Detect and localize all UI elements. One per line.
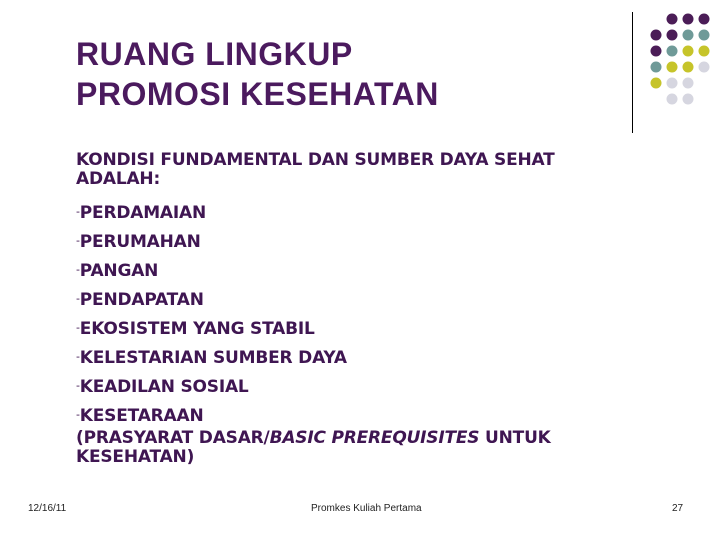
decorative-dot [683, 62, 694, 73]
note-italic: BASIC PREREQUISITES [269, 428, 480, 448]
bullet-marker: - [76, 350, 80, 363]
bullet-marker: - [76, 379, 80, 392]
decorative-dot [683, 78, 694, 89]
decorative-dot [667, 62, 678, 73]
decorative-dot [651, 62, 662, 73]
list-item [76, 284, 616, 313]
list-item [76, 371, 616, 400]
list-item-label: PERUMAHAN [79, 232, 201, 252]
decorative-dot [683, 94, 694, 105]
conditions-list [76, 197, 616, 429]
list-item [76, 342, 616, 371]
list-item-label: PERDAMAIAN [79, 203, 206, 223]
decorative-dot [699, 30, 710, 41]
vertical-divider [632, 12, 633, 133]
bullet-marker: - [76, 234, 80, 247]
decorative-dot [651, 30, 662, 41]
decorative-dot [699, 62, 710, 73]
bullet-marker: - [76, 263, 80, 276]
list-item [76, 255, 616, 284]
note-suffix: UNTUK KESEHATAN) [76, 428, 551, 467]
title-line-1: RUANG LINGKUP [76, 36, 353, 72]
title-line-2: PROMOSI KESEHATAN [76, 76, 439, 112]
list-item [76, 226, 616, 255]
decorative-dot [667, 14, 678, 25]
slide-title [76, 34, 616, 114]
list-item-label: PENDAPATAN [79, 290, 204, 310]
intro-text: KONDISI FUNDAMENTAL DAN SUMBER DAYA SEHAT ADALAH: [76, 150, 555, 189]
bullet-marker: - [76, 408, 80, 421]
bullet-marker: - [76, 321, 80, 334]
decorative-dot [667, 46, 678, 57]
decorative-dot [667, 94, 678, 105]
decorative-dot [683, 30, 694, 41]
list-item [76, 313, 616, 342]
prerequisites-note [76, 429, 616, 467]
bullet-marker: - [76, 205, 80, 218]
list-item-label: KEADILAN SOSIAL [79, 377, 249, 397]
slide-body [76, 151, 616, 467]
list-item [76, 197, 616, 226]
list-item [76, 400, 616, 429]
list-item-label: KELESTARIAN SUMBER DAYA [79, 348, 347, 368]
note-prefix: (PRASYARAT DASAR/ [76, 428, 270, 448]
bullet-marker: - [76, 292, 80, 305]
decorative-dot [651, 46, 662, 57]
footer-title: Promkes Kuliah Pertama [311, 503, 422, 514]
decorative-dot [699, 14, 710, 25]
decorative-dot [699, 46, 710, 57]
list-item-label: EKOSISTEM YANG STABIL [79, 319, 315, 339]
decorative-dot [683, 46, 694, 57]
footer-page-number: 27 [672, 503, 684, 514]
decorative-dot [683, 14, 694, 25]
decorative-dot [667, 78, 678, 89]
list-item-label: KESETARAAN [79, 406, 204, 426]
footer-date: 12/16/11 [28, 503, 67, 514]
decorative-dot [667, 30, 678, 41]
list-item-label: PANGAN [79, 261, 159, 281]
decorative-dot [651, 78, 662, 89]
